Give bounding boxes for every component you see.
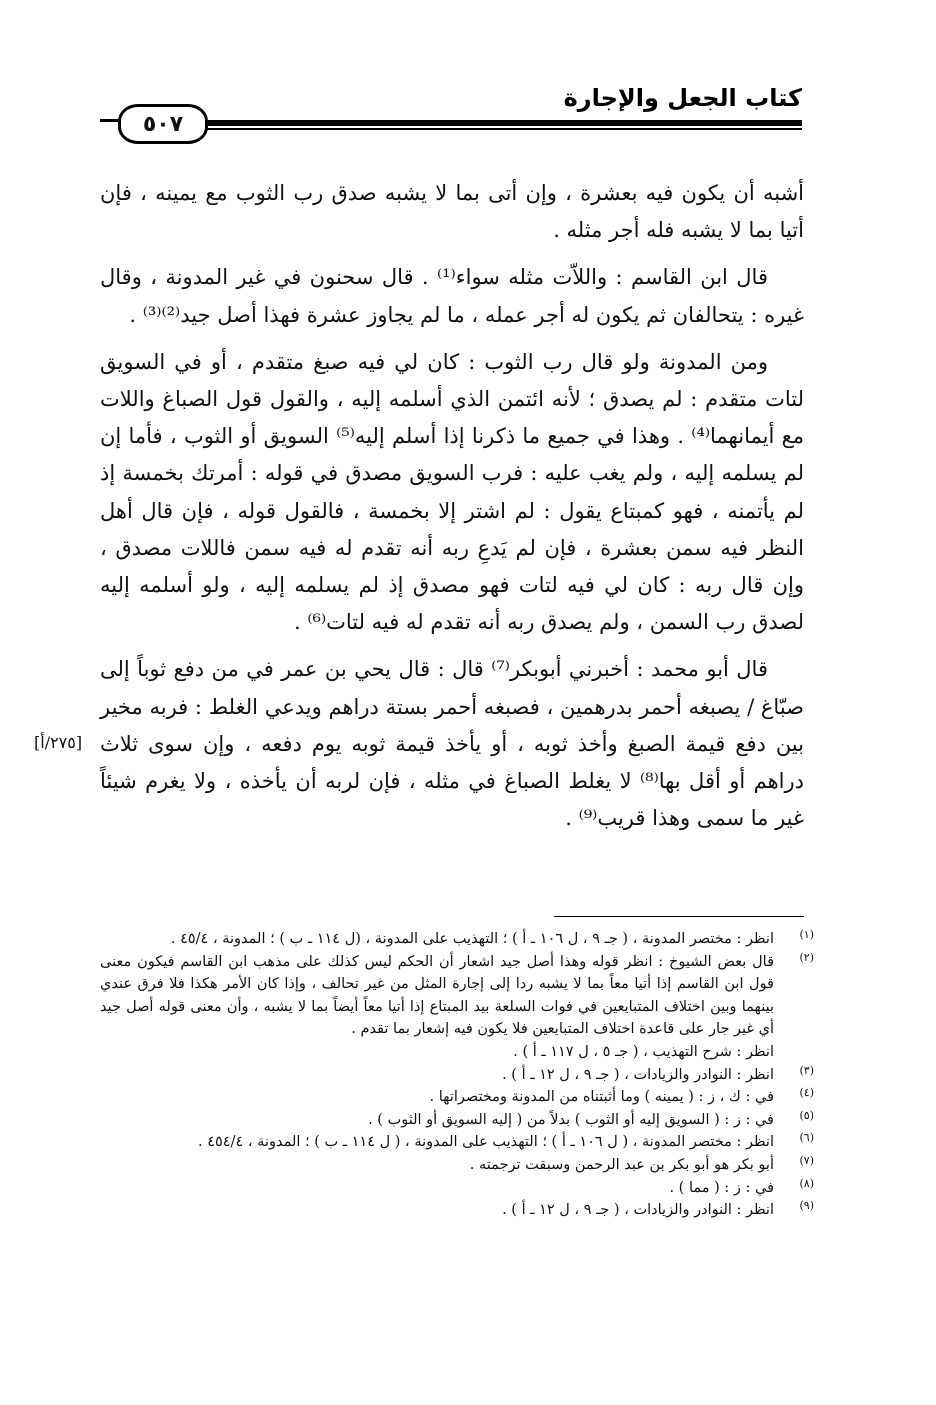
- footnote-7: [100, 1154, 814, 1177]
- footnote-text: انظر : مختصر المدونة ، ( جـ ٩ ، ل ١٠٦ ـ أ ) ؛ التهذيب على المدونة ، (ل ١١٤ ـ ب ) ؛ المدونة ، ٤٥/٤ .: [170, 931, 774, 947]
- manuscript-folio-reference: [٢٧٥/أ]: [34, 733, 83, 752]
- paragraph-4: قال أبو محمد : أخبرني أبوبكر⁽⁷⁾ قال : قال يحي بن عمر في من دفع ثوباً إلى صبّاغ / يصبغه أحمر بدرهمين ، فصبغه أحمر بستة دراهم ويدعي الغلط : فربه مخير بين دفع قيمة الصبغ وأخذ ثوبه ، أو يأخذ قيمة ثوبه يوم دفعه ، وإن سوى ثلاث دراهم أو أقل بها⁽⁸⁾ لا يغلط الصباغ في مثله ، فإن لربه أن يأخذه ، ولا يغرم شيئاً غير ما سمى وهذا قريب⁽⁹⁾ .: [100, 657, 804, 831]
- footnote-4: [100, 1086, 814, 1109]
- header-rule-thick: [200, 120, 802, 126]
- footnote-number: (٦): [799, 1131, 814, 1145]
- footnote-number: (٨): [799, 1176, 814, 1190]
- footnote-number: (٢): [799, 950, 814, 964]
- footnote-2: [100, 951, 814, 1041]
- footnote-number: (٣): [799, 1063, 814, 1077]
- footnote-number: (٥): [799, 1108, 814, 1122]
- page-number: ٥٠٧: [142, 111, 184, 137]
- footnote-separator: [554, 916, 804, 917]
- header-rule-thin: [200, 128, 802, 130]
- footnote-5: [100, 1109, 814, 1132]
- footnote-text: في : ك ، ز : ( يمينه ) وما أثبتناه من المدونة ومختصراتها .: [429, 1089, 774, 1106]
- footnote-text: انظر : النوادر والزيادات ، ( جـ ٩ ، ل ١٢ ـ أ ) .: [502, 1202, 774, 1219]
- footnote-8: [100, 1177, 814, 1200]
- page-number-badge: [118, 104, 208, 144]
- footnote-text: في : ز : ( مما ) .: [669, 1179, 774, 1196]
- footnote-number: (٧): [799, 1153, 814, 1167]
- footnotes: [100, 928, 814, 1222]
- paragraph-2: قال ابن القاسم : واللاّت مثله سواء⁽¹⁾ . قال سحنون في غير المدونة ، وقال غيره : يتحالفان ثم يكون له أجر عمله ، ما لم يجاوز عشرة فهذا أصل جيد⁽²⁾⁽³⁾ .: [100, 265, 804, 327]
- footnote-1: [100, 928, 814, 951]
- main-text: [100, 175, 804, 847]
- book-title: كتاب الجعل والإجارة: [563, 84, 802, 112]
- footnote-2-continuation: [100, 1041, 814, 1064]
- footnote-number: (١): [799, 928, 814, 941]
- paragraph-3: ومن المدونة ولو قال رب الثوب : كان لي فيه صبغ متقدم ، أو في السويق لتات متقدم : لم يصدق ؛ لأنه ائتمن الذي أسلمه إليه ، والقول قول الصباغ واللات مع أيمانهما⁽⁴⁾ . وهذا في جميع ما ذكرنا إذا أسلم إليه⁽⁵⁾ السويق أو الثوب ، فأما إن لم يسلمه إليه ، ولم يغب عليه : فرب السويق مصدق في قوله : أمرتك بخمسة إذ لم يأتمنه ، فهو كمبتاع يقول : لم اشتر إلا بخمسة ، فالقول قوله ، فإن قال أهل النظر فيه سمن بعشرة ، فإن لم يَدعِ ربه أنه تقدم له فيه سمن فاللات مصدق ، وإن قال ربه : كان لي فيه لتات فهو مصدق إذ لم يسلمه إليه ، ولو أسلمه إليه لصدق رب السمن ، ولم يصدق ربه أنه تقدم له فيه لتات⁽⁶⁾ .: [100, 349, 804, 635]
- paragraph-1: أشبه أن يكون فيه بعشرة ، وإن أتى بما لا يشبه صدق رب الثوب مع يمينه ، فإن أتيا بما لا يشبه فله أجر مثله .: [100, 181, 804, 243]
- footnote-6: [100, 1131, 814, 1154]
- footnote-number: (٩): [799, 1199, 814, 1213]
- footnote-3: [100, 1064, 814, 1087]
- footnote-text: انظر : النوادر والزيادات ، ( جـ ٩ ، ل ١٢ ـ أ ) .: [502, 1066, 774, 1083]
- footnote-number: (٤): [799, 1086, 814, 1100]
- footnote-text: في : ز : ( السويق إليه أو الثوب ) بدلاً من ( إليه السويق أو الثوب ) .: [368, 1111, 774, 1128]
- footnote-9: [100, 1199, 814, 1222]
- footnote-text: انظر : مختصر المدونة ، ( ل ١٠٦ ـ أ ) ؛ التهذيب على المدونة ، ( ل ١١٤ ـ ب ) ؛ المدونة ، ٤٥٤/٤ .: [198, 1134, 774, 1151]
- page-header: [100, 78, 802, 138]
- footnote-text: أبو بكر هو أبو بكر بن عبد الرحمن وسبقت ترجمته .: [469, 1156, 774, 1173]
- footnote-text: قال بعض الشيوخ : انظر قوله وهذا أصل جيد اشعار أن الحكم ليس كذلك على مذهب ابن القاسم فيكون معنى قول ابن القاسم إذا أتيا معاً بما لا يشبه ردا إلى إجارة المثل من غير تحالف ، وإذا كان الأمر هكذا فلا فرق عندي بينهما وبين اختلاف المتبايعين في فوات السلعة بيد المبتاع إذا أتيا معاً أيضاً بما لا يشبه ، وأن معنى قوله أصل جيد أي غير جار على قاعدة اختلاف المتبايعين فلا يكون فيه إشعار بما تقدم .: [100, 953, 774, 1038]
- footnote-text: انظر : شرح التهذيب ، ( جـ ٥ ، ل ١١٧ ـ أ ) .: [513, 1043, 774, 1060]
